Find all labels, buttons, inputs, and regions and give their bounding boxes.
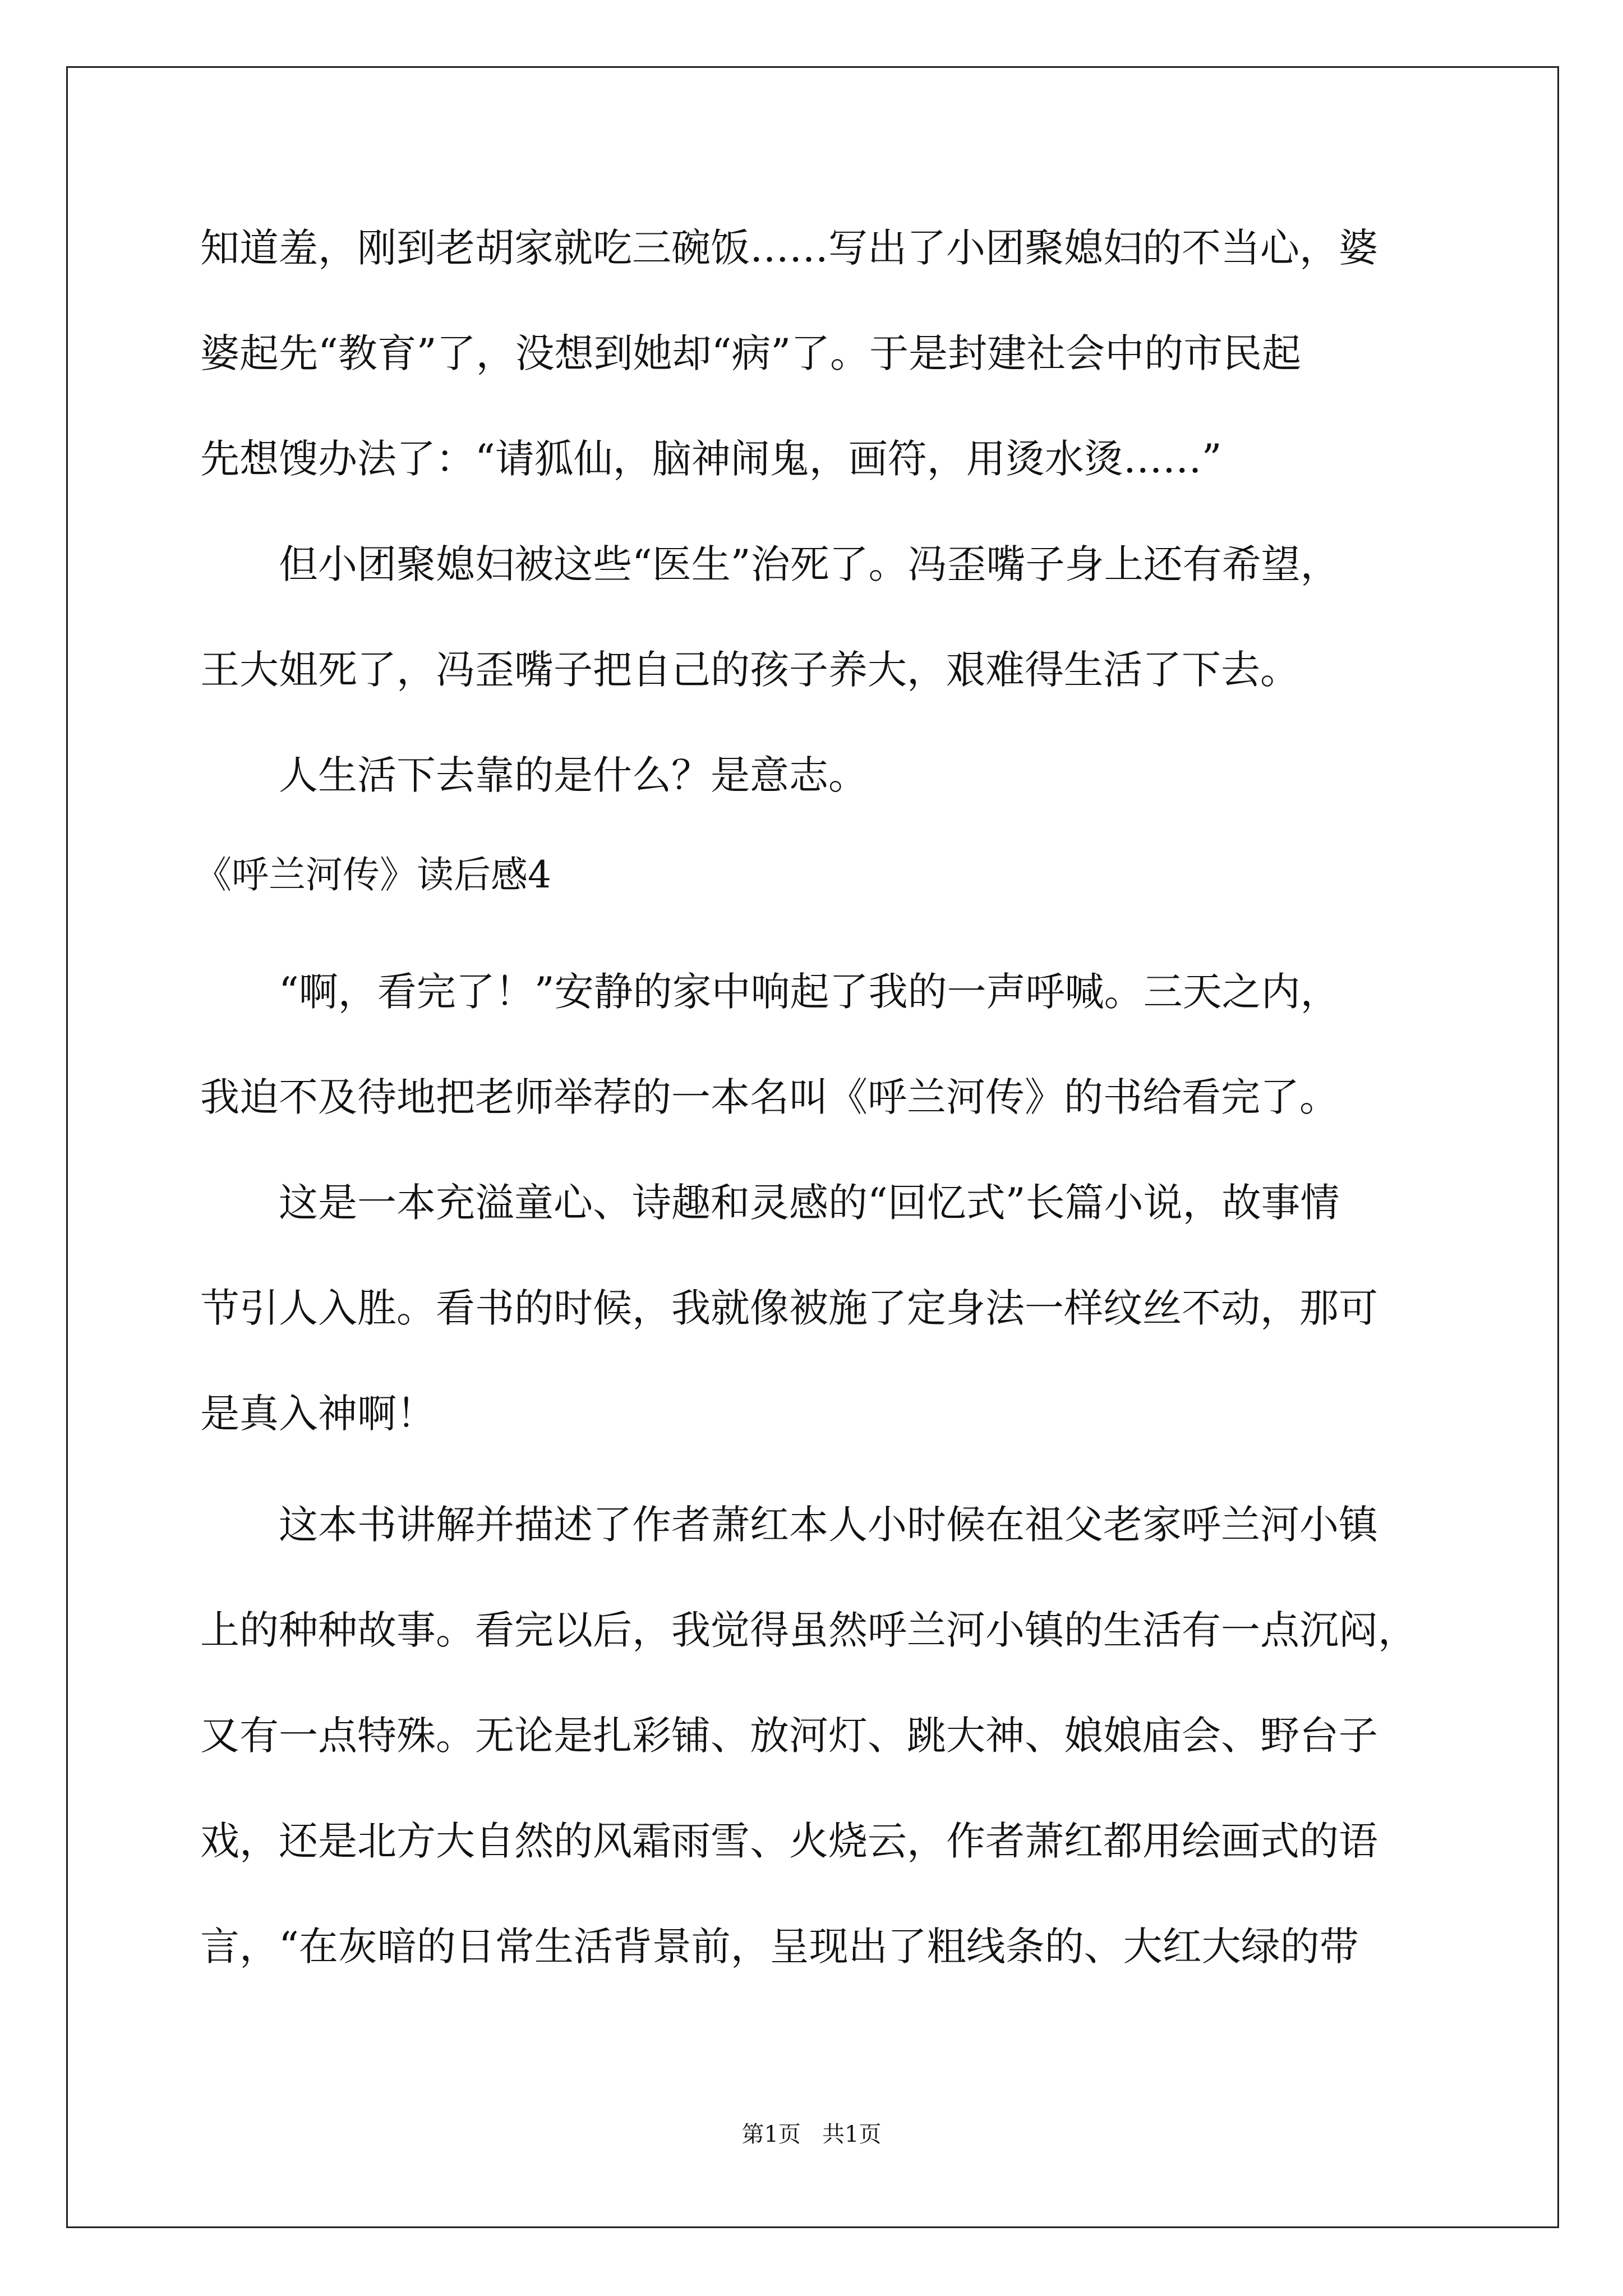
page-border <box>66 66 1559 2228</box>
text-line: 王大姐死了，冯歪嘴子把自己的孩子养大，艰难得生活了下去。 <box>200 647 1299 693</box>
text-line: 先想馊办法了：“请狐仙，脑神闹鬼，画符，用烫水烫……” <box>200 436 1222 482</box>
text-line: 戏，还是北方大自然的风霜雨雪、火烧云，作者萧红都用绘画式的语 <box>200 1818 1378 1864</box>
text-line: 我迫不及待地把老师举荐的一本名叫《呼兰河传》的书给看完了。 <box>200 1074 1339 1120</box>
text-line: 上的种种故事。看完以后，我觉得虽然呼兰河小镇的生活有一点沉闷， <box>200 1607 1417 1653</box>
text-line: 知道羞，刚到老胡家就吃三碗饭……写出了小团聚媳妇的不当心，婆 <box>200 225 1378 271</box>
page-footer: 第1页 共1页 <box>741 2122 882 2147</box>
paragraph-start-line: 这本书讲解并描述了作者萧红本人小时候在祖父老家呼兰河小镇 <box>279 1502 1378 1548</box>
paragraph-start-line: 人生活下去靠的是什么？是意志。 <box>279 752 868 798</box>
text-line: 言，“在灰暗的日常生活背景前，呈现出了粗线条的、大红大绿的带 <box>200 1924 1359 1970</box>
paragraph-start-line: 但小团聚媳妇被这些“医生”治死了。冯歪嘴子身上还有希望， <box>279 541 1340 587</box>
section-heading: 《呼兰河传》读后感4 <box>195 853 551 896</box>
text-line: 又有一点特殊。无论是扎彩铺、放河灯、跳大神、娘娘庙会、野台子 <box>200 1713 1378 1759</box>
text-line: 婆起先“教育”了，没想到她却“病”了。于是封建社会中的市民起 <box>200 330 1302 376</box>
text-line: 是真入神啊！ <box>200 1391 436 1437</box>
paragraph-start-line: 这是一本充溢童心、诗趣和灵感的“回忆式”长篇小说，故事情 <box>279 1180 1340 1226</box>
text-line: 节引人入胜。看书的时候，我就像被施了定身法一样纹丝不动，那可 <box>200 1285 1378 1331</box>
paragraph-start-line: “啊，看完了！”安静的家中响起了我的一声呼喊。三天之内， <box>279 969 1340 1015</box>
